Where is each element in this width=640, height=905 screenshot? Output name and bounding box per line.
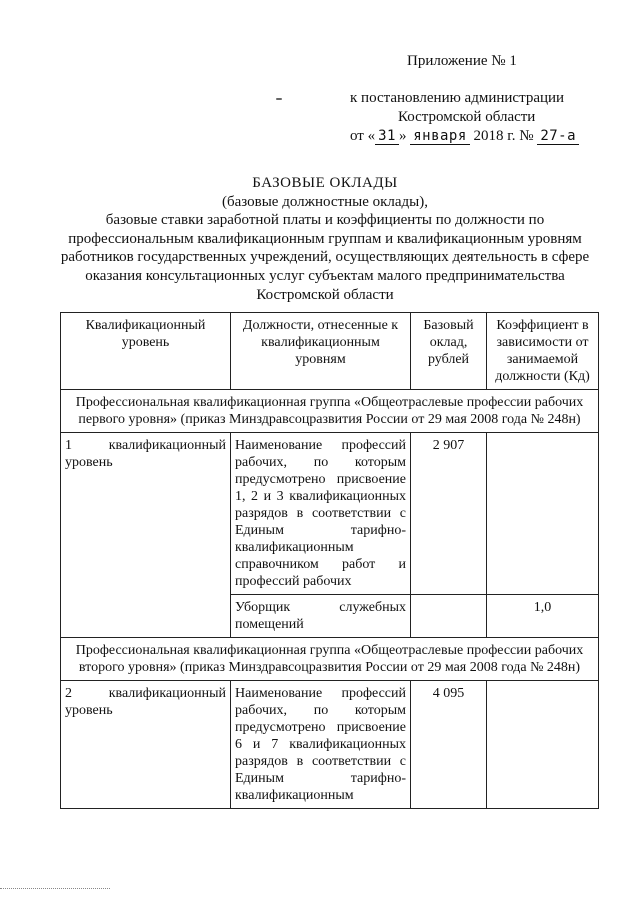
header-positions: Должности, отнесенные к квалификационным уровням	[231, 313, 411, 390]
region-line: Костромской области	[398, 109, 536, 125]
group1-row1-coef	[487, 433, 599, 595]
scan-speck	[276, 98, 282, 100]
decree-from: от «	[350, 128, 376, 144]
main-title: БАЗОВЫЕ ОКЛАДЫ	[252, 175, 398, 191]
group2-row1-position: Наименование профессий рабочих, по которым предусмотрено присвоение 6 и 7 квалификационных разрядов в соответствии с Единым тарифно-квалификационным	[231, 681, 411, 809]
group1-row2-position: Уборщик служебных помещений	[231, 595, 411, 638]
table-row	[61, 681, 599, 809]
document-title-block	[60, 174, 590, 304]
appendix-label: Приложение № 1	[407, 53, 517, 69]
table-row	[61, 433, 599, 595]
decree-day: 31	[375, 128, 399, 145]
group-row	[61, 390, 599, 433]
decree-line	[350, 127, 620, 146]
decree-close-quote: »	[398, 128, 407, 144]
decree-number: 27-а	[537, 128, 579, 145]
table-header-row	[61, 313, 599, 390]
group1-row1-position: Наименование профессий рабочих, по которым предусмотрено присвоение 1, 2 и 3 квалификационных разрядов в соответствии с Единым тарифно-квалификационным справочником работ и профессий рабочих	[231, 433, 411, 595]
salary-table	[60, 312, 599, 809]
group1-row2-coef: 1,0	[487, 595, 599, 638]
group1-row1-salary: 2 907	[411, 433, 487, 595]
group2-title: Профессиональная квалификационная группа «Общеотраслевые профессии рабочих второго уровня» (приказ Минздравсоцразвития России от 29 мая 2008 года № 248н)	[61, 638, 599, 681]
decree-month: января	[410, 128, 470, 145]
header-qualification-level: Квалификационный уровень	[61, 313, 231, 390]
group1-title: Профессиональная квалификационная группа «Общеотраслевые профессии рабочих первого уровня» (приказ Минздравсоцразвития России от 29 мая 2008 года № 248н)	[61, 390, 599, 433]
header-coefficient: Коэффициент в зависимости от занимаемой должности (Кд)	[487, 313, 599, 390]
page-bottom-mark	[0, 888, 110, 890]
resolution-line: к постановлению администрации	[350, 90, 565, 106]
header-base-salary: Базовый оклад, рублей	[411, 313, 487, 390]
group1-row2-salary	[411, 595, 487, 638]
appendix-header	[350, 52, 620, 146]
group2-row1-salary: 4 095	[411, 681, 487, 809]
group2-row1-coef	[487, 681, 599, 809]
group-row	[61, 638, 599, 681]
decree-year: 2018 г. №	[473, 128, 534, 144]
title-description: базовые ставки заработной платы и коэффициенты по должности по профессиональным квалификационным группам и квалификационным уровням работников государственных учреждений, осуществляющих деятельность в сфере оказания консультационных услуг субъектам малого предпринимательства Костромской области	[60, 212, 590, 303]
group2-level: 2 квалификационный уровень	[61, 681, 231, 809]
group1-level: 1 квалификационный уровень	[61, 433, 231, 638]
title-subtitle: (базовые должностные оклады),	[222, 193, 428, 210]
